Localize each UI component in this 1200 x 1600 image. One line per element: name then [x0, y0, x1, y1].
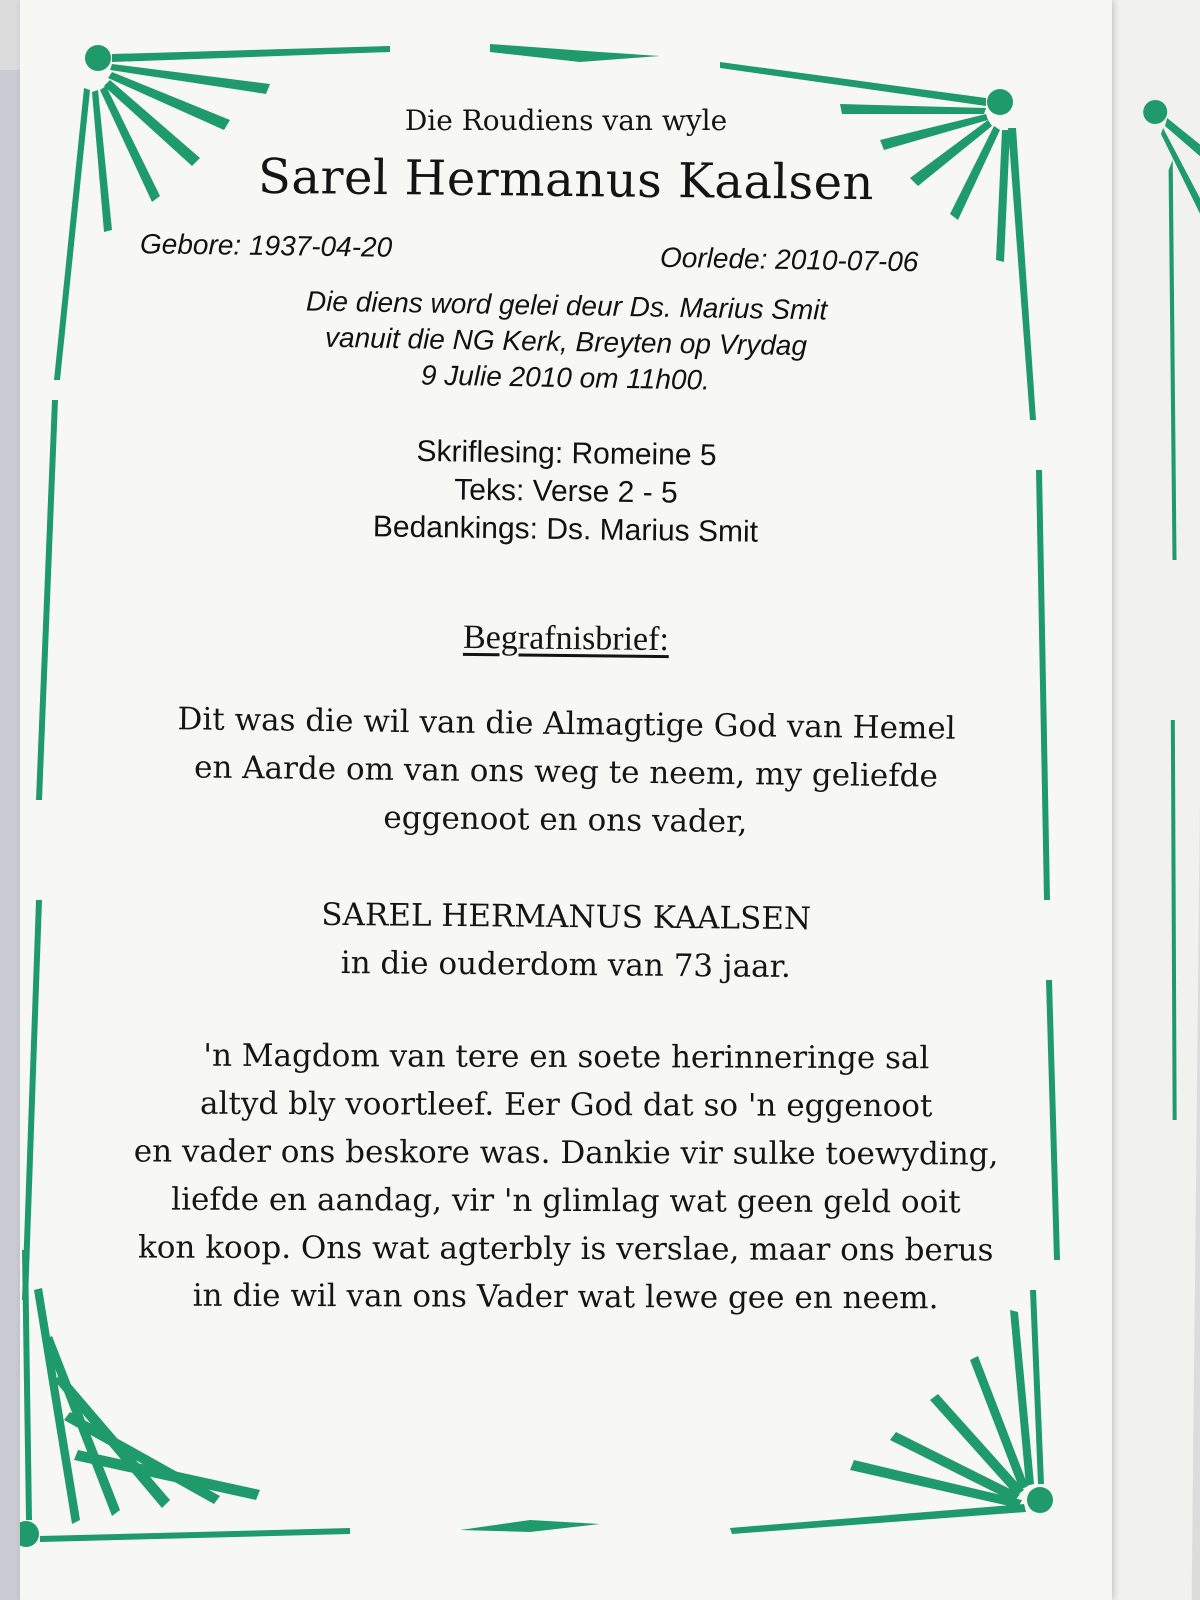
reading-line: Bedankings: Ds. Marius Smit [372, 510, 759, 549]
paragraph-line: in die ouderdom van 73 jaar. [340, 945, 791, 985]
paragraph-line: Dit was die wil van die Almagtige God van Hemel [177, 701, 956, 747]
paragraph-line: en Aarde om van ons weg te neem, my geliefde [193, 749, 939, 795]
memorial-page [20, 0, 1112, 1600]
scripture-reading [19, 427, 1112, 556]
paragraph-line: en vader ons beskore was. Dankie vir sulke toewyding, [133, 1133, 999, 1173]
paragraph-line: SAREL HERMANUS KAALSEN [321, 896, 812, 938]
service-line: vanuit die NG Kerk, Breyten op Vrydag [324, 321, 808, 362]
paragraph-line: eggenoot en ons vader, [383, 799, 748, 841]
service-details [19, 278, 1113, 405]
service-line: 9 Julie 2010 om 11h00. [420, 359, 711, 396]
paragraph-line: kon koop. Ons wat agterbly is verslae, maar ons berus [137, 1229, 994, 1269]
letter-paragraph-1 [19, 693, 1113, 850]
memorial-content [20, 0, 1112, 1600]
reading-line: Skriflesing: Romeine 5 [416, 434, 717, 473]
letter-heading-text: Begrafnisbrief: [462, 618, 670, 659]
service-line: Die diens word gelei deur Ds. Marius Smit [305, 285, 828, 326]
paragraph-line: liefde en aandag, vir 'n glimlag wat geen geld ooit [171, 1181, 961, 1221]
letter-heading [20, 614, 1112, 663]
paragraph-line: 'n Magdom van tere en soete herinneringe sal [203, 1037, 930, 1077]
letter-paragraph-2 [20, 888, 1113, 994]
letter-paragraph-3 [20, 1031, 1113, 1323]
paragraph-line: altyd bly voortleef. Eer God dat so 'n eggenoot [200, 1085, 933, 1125]
death-date: Oorlede: 2010-07-06 [659, 241, 919, 278]
birth-date: Gebore: 1937-04-20 [139, 228, 393, 263]
intro-text: Die Roudiens van wyle [404, 104, 728, 137]
paragraph-line: in die wil van ons Vader wat lewe gee en neem. [192, 1277, 939, 1317]
reading-line: Teks: Verse 2 - 5 [454, 473, 678, 510]
deceased-name-title: Sarel Hermanus Kaalsen [257, 148, 875, 212]
